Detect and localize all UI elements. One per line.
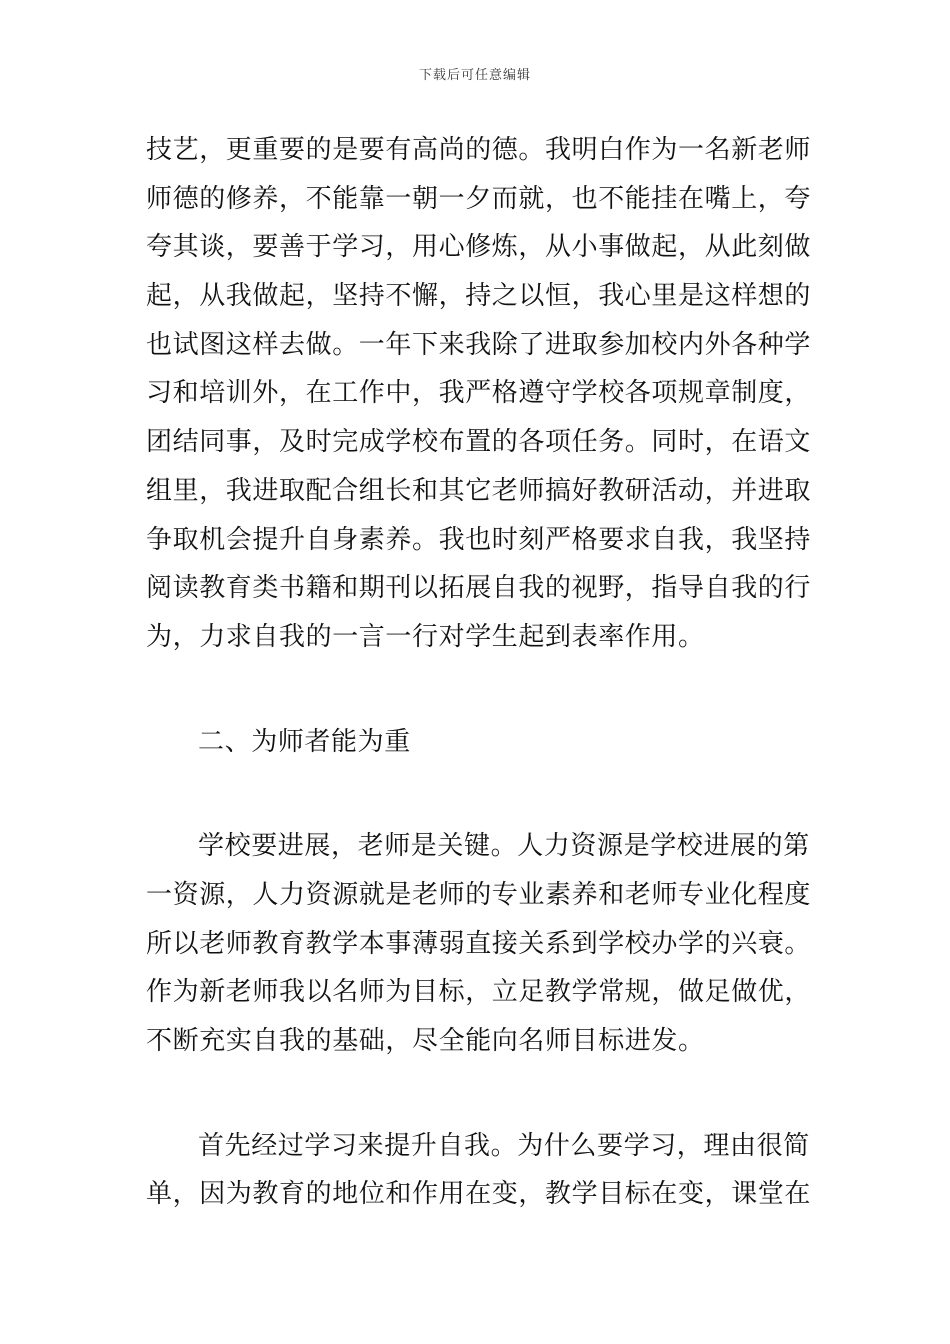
section-heading bbox=[146, 718, 806, 767]
section-heading-text: 二、为师者能为重 bbox=[198, 726, 411, 757]
text-line: 为，力求自我的一言一行对学生起到表率作用。 bbox=[146, 621, 705, 652]
text-line: 作为新老师我以名师为目标，立足教学常规，做足做优， bbox=[146, 977, 812, 1008]
text-line: 也试图这样去做。一年下来我除了进取参加校内外各种学 bbox=[146, 329, 812, 360]
text-line: 争取机会提升自身素养。我也时刻严格要求自我，我坚持 bbox=[146, 524, 812, 555]
document-body bbox=[146, 126, 812, 1219]
text-line: 夸其谈，要善于学习，用心修炼，从小事做起，从此刻做 bbox=[146, 232, 812, 263]
text-line: 一资源，人力资源就是老师的专业素养和老师专业化程度 bbox=[146, 879, 812, 910]
text-line: 技艺，更重要的是要有高尚的德。我明白作为一名新老师 bbox=[146, 135, 812, 165]
page-header: 下载后可任意编辑 bbox=[418, 68, 531, 83]
paragraph-gap bbox=[146, 1066, 806, 1122]
text-line: 团结同事，及时完成学校布置的各项任务。同时，在语文 bbox=[146, 427, 812, 458]
text-line: 组里，我进取配合组长和其它老师搞好教研活动，并进取 bbox=[146, 475, 812, 506]
text-line: 单，因为教育的地位和作用在变，教学目标在变，课堂在 bbox=[146, 1179, 812, 1210]
text-line: 学校要进展，老师是关键。人力资源是学校进展的第 bbox=[198, 831, 810, 862]
text-line: 师德的修养，不能靠一朝一夕而就，也不能挂在嘴上，夸 bbox=[146, 183, 812, 214]
text-line: 习和培训外，在工作中，我严格遵守学校各项规章制度， bbox=[146, 378, 812, 409]
text-line: 所以老师教育教学本事薄弱直接关系到学校办学的兴衰。 bbox=[146, 928, 812, 959]
paragraph-gap bbox=[146, 766, 806, 822]
paragraph-learning bbox=[146, 1122, 812, 1219]
paragraph-school-development bbox=[146, 822, 812, 1065]
paragraph-gap bbox=[146, 662, 806, 718]
text-line: 起，从我做起，坚持不懈，持之以恒，我心里是这样想的 bbox=[146, 281, 812, 312]
text-line: 首先经过学习来提升自我。为什么要学习，理由很简 bbox=[198, 1130, 810, 1161]
text-line: 不断充实自我的基础，尽全能向名师目标进发。 bbox=[146, 1026, 705, 1056]
paragraph-teacher-ethics bbox=[146, 126, 812, 662]
text-line: 阅读教育类书籍和期刊以拓展自我的视野，指导自我的行 bbox=[146, 573, 812, 604]
